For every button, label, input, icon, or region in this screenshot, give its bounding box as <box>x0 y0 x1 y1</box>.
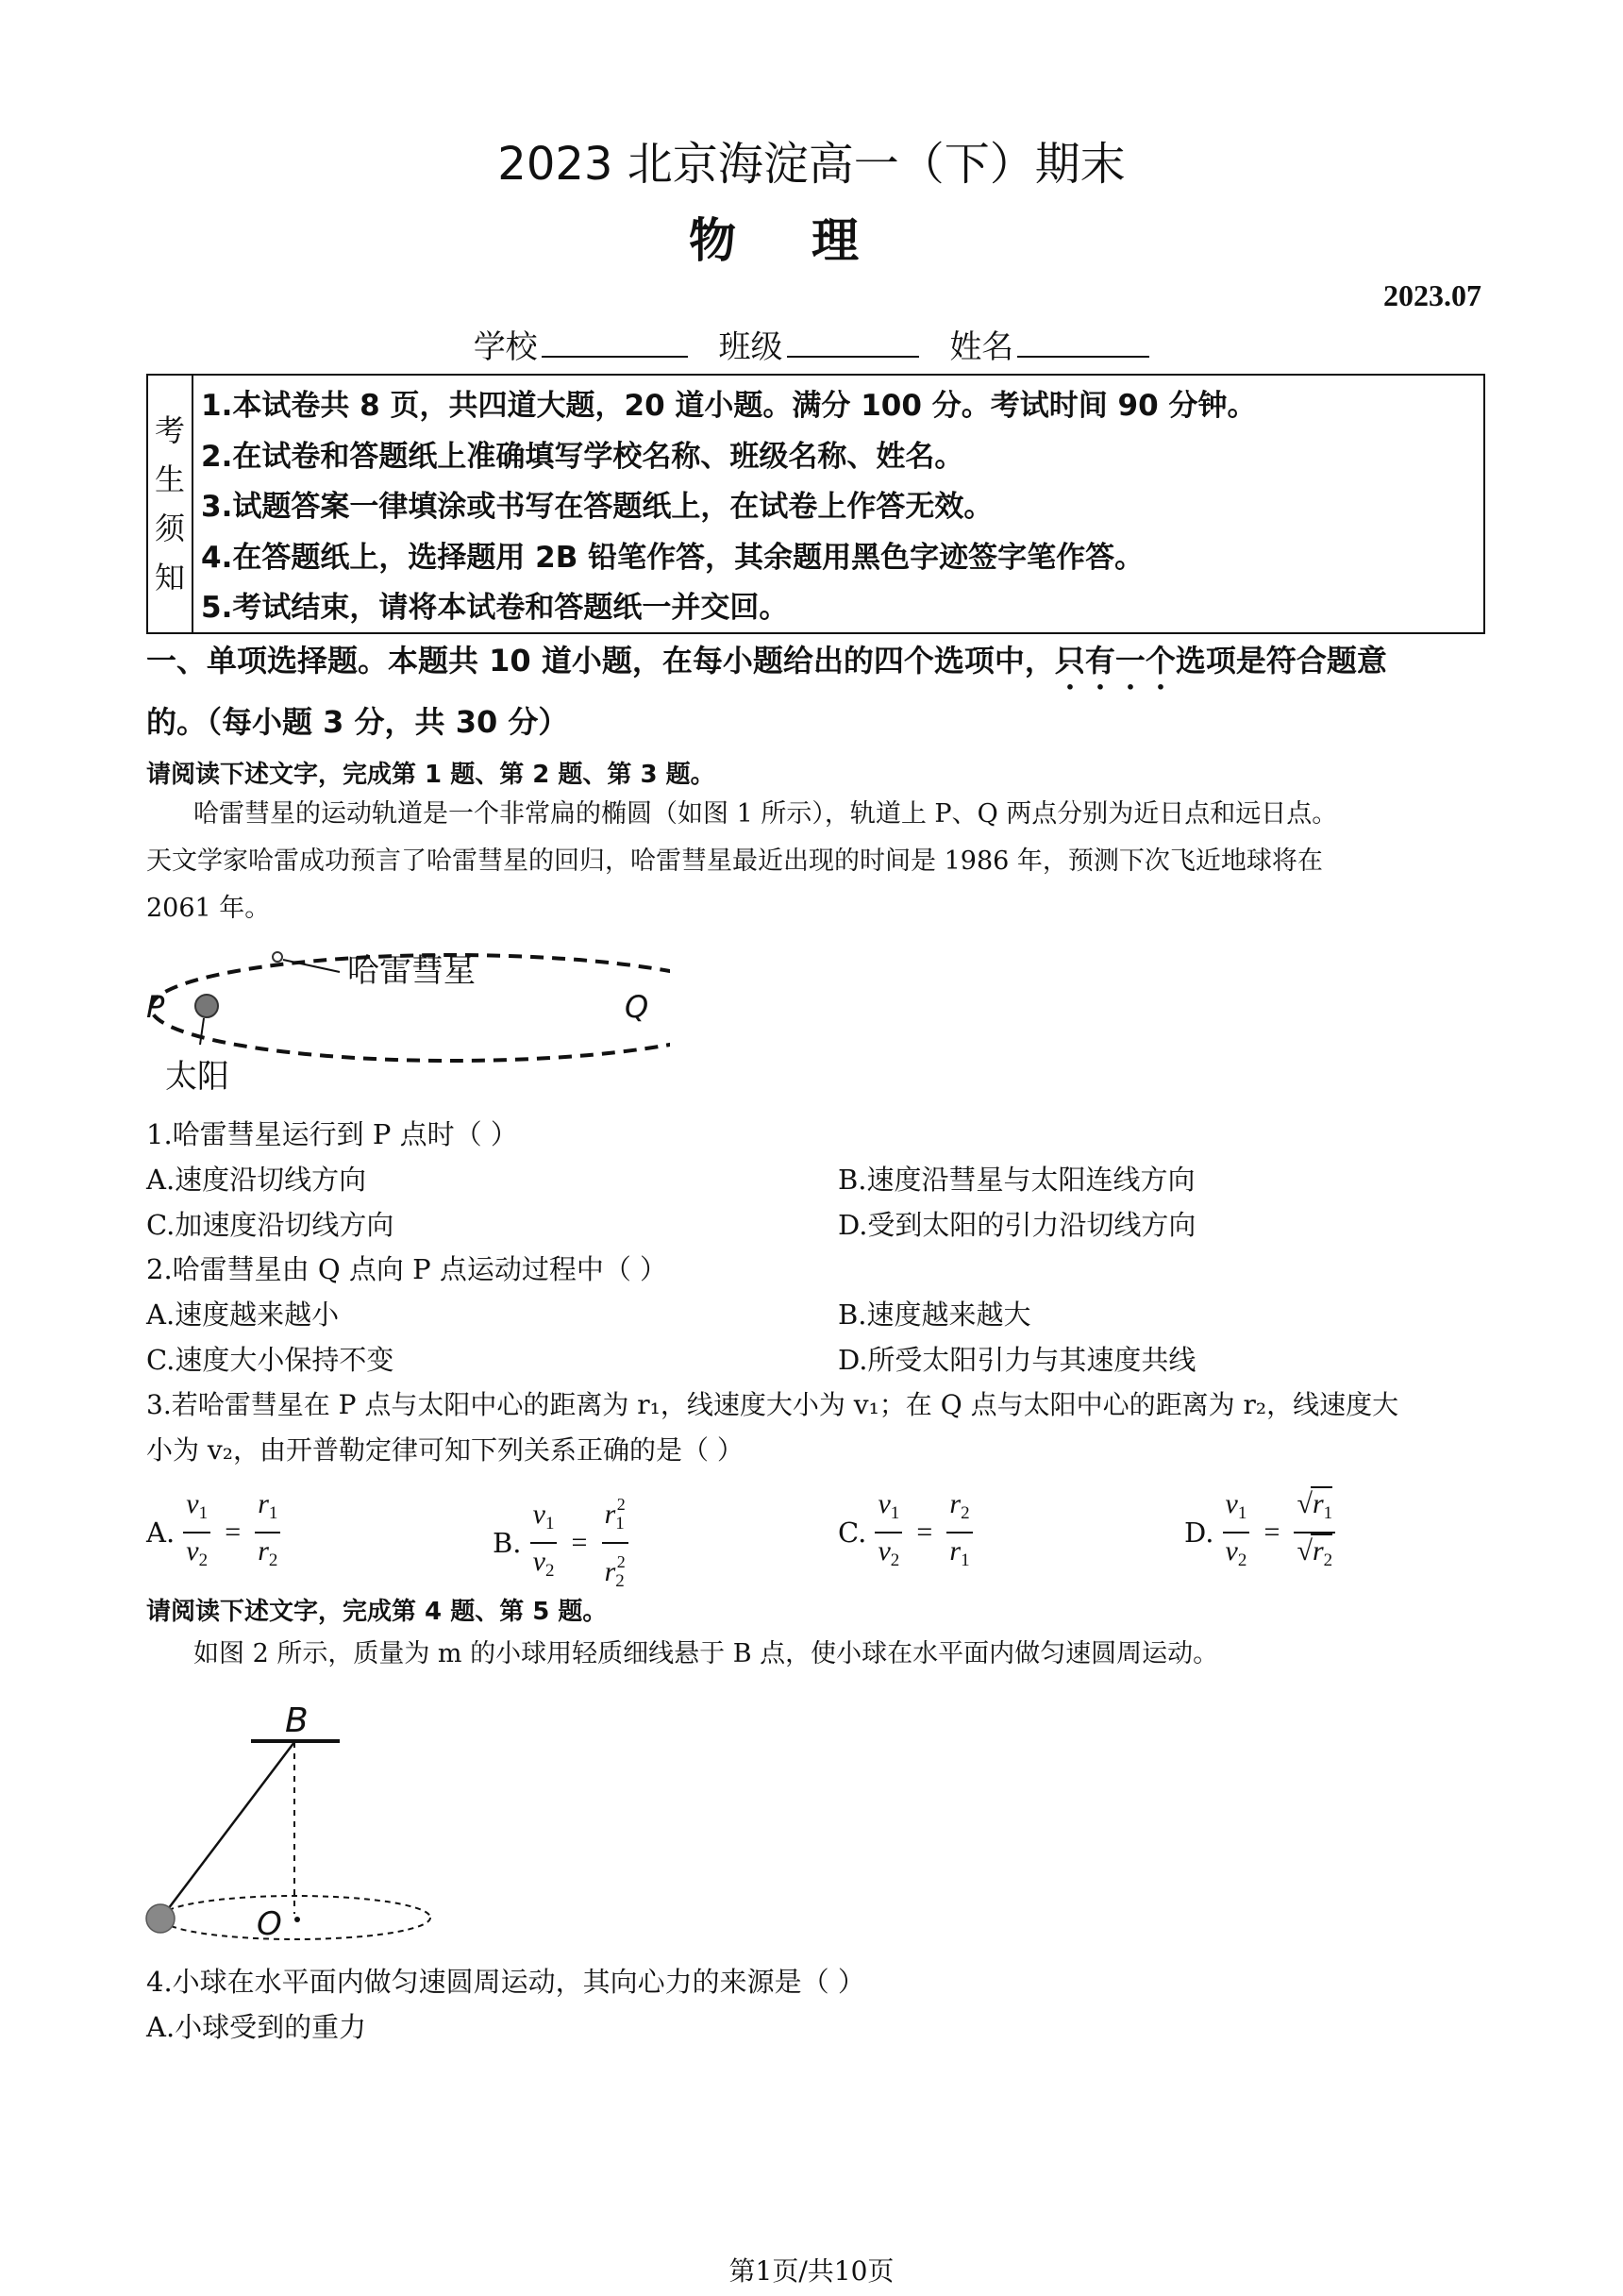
section1-heading-line2: 的。（每小题 3 分，共 30 分） <box>146 704 569 740</box>
class-label: 班级 <box>718 328 783 366</box>
exam-title: 2023 北京海淀高一（下）期末 <box>497 138 1126 191</box>
q2-stem: 2.哈雷彗星由 Q 点向 P 点运动过程中（ ） <box>146 1253 668 1285</box>
p-label: P <box>146 989 165 1025</box>
class-blank[interactable] <box>787 327 919 358</box>
notice-label-char: 生 <box>154 461 185 497</box>
notice-item: 2.在试卷和答题纸上准确填写学校名称、班级名称、姓名。 <box>201 439 964 474</box>
q3-stem-line1: 3.若哈雷彗星在 P 点与太阳中心的距离为 r₁，线速度大小为 v₁；在 Q 点与太阳中心的距离为 r₂，线速度大 <box>146 1389 1399 1420</box>
school-label: 学校 <box>473 328 538 366</box>
notice-label-char: 考 <box>154 412 185 448</box>
sun-circle <box>195 995 218 1017</box>
name-blank[interactable] <box>1017 327 1149 358</box>
q3-stem-line2: 小为 v₂，由开普勒定律可知下列关系正确的是（ ） <box>146 1434 744 1466</box>
b-label: B <box>285 1701 309 1740</box>
string-line <box>162 1742 294 1917</box>
sun-leader-line <box>200 1018 204 1045</box>
notice-items <box>201 381 1256 634</box>
q2-option-c[interactable]: C.速度大小保持不变 <box>146 1344 394 1376</box>
reading1-line: 哈雷彗星的运动轨道是一个非常扁的椭圆（如图 1 所示），轨道上 P、Q 两点分别为近日点和远日点。 <box>193 799 1338 829</box>
notice-label <box>148 376 193 632</box>
notice-item: 4.在答题纸上，选择题用 2B 铅笔作答，其余题用黑色字迹签字笔作答。 <box>201 540 1145 575</box>
reading2-instruction: 请阅读下述文字，完成第 4 题、第 5 题。 <box>146 1598 608 1626</box>
reading1-instruction: 请阅读下述文字，完成第 1 题、第 2 题、第 3 题。 <box>146 761 715 789</box>
q1-option-b[interactable]: B.速度沿彗星与太阳连线方向 <box>838 1164 1196 1196</box>
reading1-line: 天文学家哈雷成功预言了哈雷彗星的回归，哈雷彗星最近出现的时间是 1986 年，预测下次飞近地球将在 <box>146 846 1323 876</box>
q2-option-b[interactable]: B.速度越来越大 <box>838 1299 1031 1331</box>
q3-option-b[interactable]: B. $\frac{v_1}{v_2}$ = $\frac{r_1^2}{r_2^2}$ <box>493 1486 632 1600</box>
notice-label-char: 须 <box>154 511 185 546</box>
student-info-line <box>0 321 1623 367</box>
notice-item: 5.考试结束，请将本试卷和答题纸一并交回。 <box>201 591 789 625</box>
q1-option-d[interactable]: D.受到太阳的引力沿切线方向 <box>838 1209 1196 1241</box>
figure1-comet-orbit <box>142 939 670 1104</box>
notice-item: 3.试题答案一律填涂或书写在答题纸上，在试卷上作答无效。 <box>201 490 994 524</box>
sun-label: 太阳 <box>165 1058 229 1096</box>
q4-option-a[interactable]: A.小球受到的重力 <box>146 2011 367 2043</box>
q1-option-a[interactable]: A.速度沿切线方向 <box>146 1164 367 1196</box>
figure2-conical-pendulum <box>142 1694 453 1953</box>
q1-stem: 1.哈雷彗星运行到 P 点时（ ） <box>146 1118 518 1150</box>
q-label: Q <box>625 989 649 1025</box>
reading1-line: 2061 年。 <box>146 894 271 923</box>
q3-option-c[interactable]: C. $\frac{v_1}{v_2}$ = $\frac{r_2}{r_1}$ <box>838 1486 977 1579</box>
exam-notice-box <box>146 374 1485 634</box>
q4-stem: 4.小球在水平面内做匀速圆周运动，其向心力的来源是（ ） <box>146 1966 865 1998</box>
notice-item: 1.本试卷共 8 页，共四道大题，20 道小题。满分 100 分。考试时间 90 分钟。 <box>201 389 1257 423</box>
q3-option-d[interactable]: D. $\frac{v_1}{v_2}$ = $\frac{√r_1}{√r_2}$ <box>1184 1486 1339 1579</box>
comet-leader-line <box>283 960 340 972</box>
center-dot <box>294 1917 300 1922</box>
o-label: O <box>257 1905 282 1943</box>
comet-dot <box>273 952 282 962</box>
notice-label-char: 知 <box>154 560 185 595</box>
emphasis-dotted: 只有一个 <box>1054 643 1176 679</box>
comet-label: 哈雷彗星 <box>347 952 476 990</box>
school-blank[interactable] <box>542 327 688 358</box>
q2-option-d[interactable]: D.所受太阳引力与其速度共线 <box>838 1344 1196 1376</box>
page-footer: 第1页/共10页 <box>728 2255 895 2287</box>
q3-option-a[interactable]: A. $\frac{v_1}{v_2}$ = $\frac{r_1}{r_2}$ <box>146 1486 284 1579</box>
q2-option-a[interactable]: A.速度越来越小 <box>146 1299 340 1331</box>
section1-heading-line1: 一、单项选择题。本题共 10 道小题，在每小题给出的四个选项中，只有一个选项是符合题意 <box>146 643 1387 679</box>
reading2-line: 如图 2 所示，质量为 m 的小球用轻质细线悬于 B 点，使小球在水平面内做匀速圆周运动。 <box>193 1639 1219 1668</box>
ball <box>146 1904 175 1933</box>
name-label: 姓名 <box>949 328 1014 366</box>
q1-option-c[interactable]: C.加速度沿切线方向 <box>146 1209 394 1241</box>
exam-date: 2023.07 <box>1383 278 1481 312</box>
subject-title: 物理 <box>689 213 934 268</box>
